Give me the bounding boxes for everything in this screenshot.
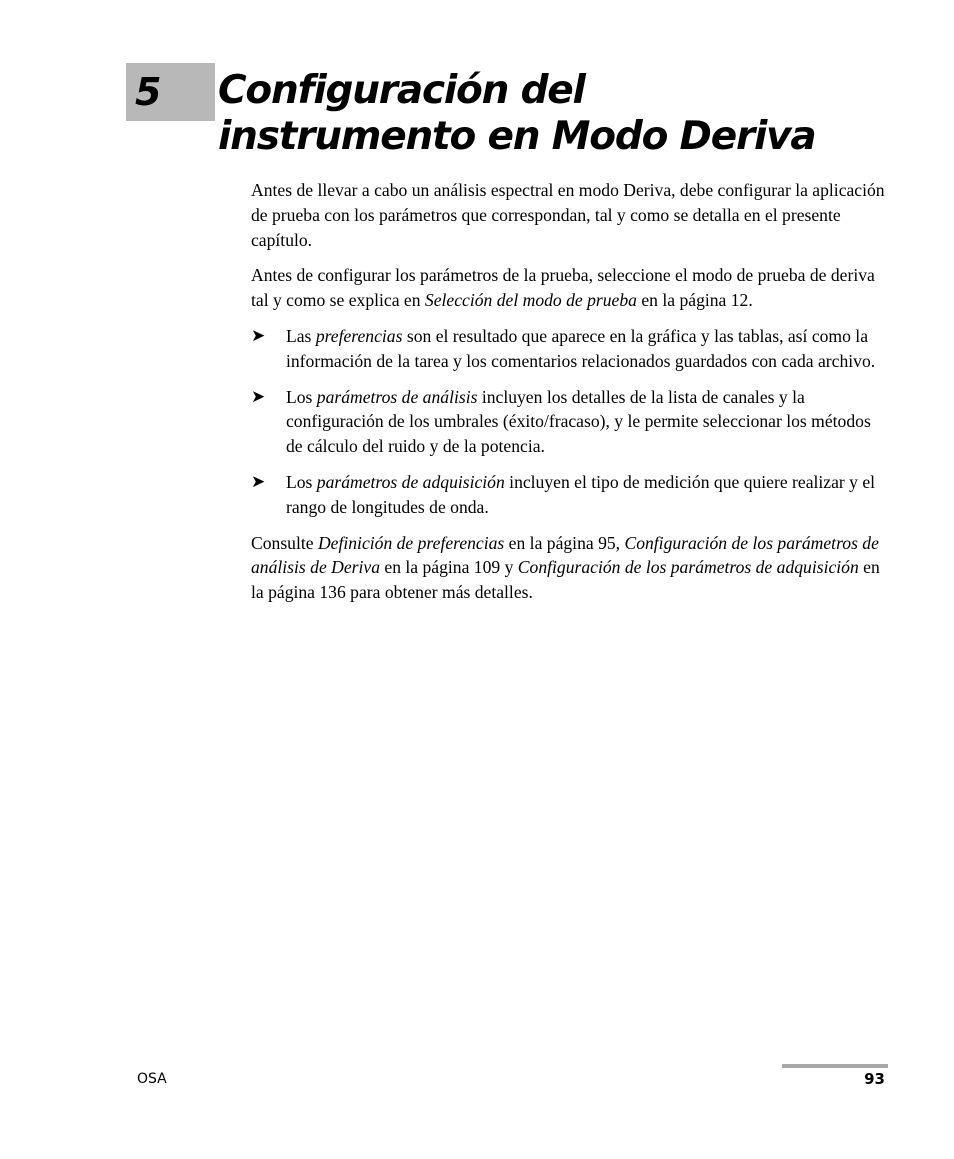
list-item-acquisition-parameters [251, 470, 891, 520]
intro-paragraph-2-text: Antes de configurar los parámetros de la prueba, seleccione el modo de prueba de deriva tal y como se explica en [251, 265, 875, 311]
intro-paragraph-1: Antes de llevar a cabo un análisis espectral en modo Deriva, debe configurar la aplicación de prueba con los parámetros que correspondan, tal y como se detalla en el presente capítulo. [251, 180, 885, 250]
chapter-body [251, 178, 891, 616]
bullet-text-before: Los [286, 471, 317, 492]
bullet-text-before: Los [286, 386, 317, 407]
chapter-title-line-2: instrumento en Modo Deriva [218, 114, 816, 159]
bullet-text-after: son el resultado que aparece en la gráfica y las tablas, así como la información de la tarea y los comentarios relacionados guardados con cada archivo. [286, 325, 876, 371]
bullet-text-after: incluyen el tipo de medición que quiere realizar y el rango de longitudes de onda. [286, 471, 876, 517]
closing-text-2: en la página 95, [504, 532, 625, 553]
list-item-preferences [251, 324, 891, 374]
arrow-bullet-icon: ➤ [251, 386, 266, 407]
list-item-analysis-parameters [251, 385, 891, 459]
preferences-reference[interactable]: Definición de preferencias [317, 532, 505, 553]
arrow-bullet-icon: ➤ [251, 471, 266, 492]
footer-product-name: OSA [137, 1071, 167, 1087]
footer-divider [782, 1064, 888, 1068]
mode-selection-reference[interactable]: Selección del modo de prueba [424, 290, 637, 311]
bullet-text-after: incluyen los detalles de la lista de canales y la configuración de los umbrales (éxito/fracaso), y le permite seleccionar los métodos de cálculo del ruido y de la potencia. [286, 386, 871, 457]
closing-paragraph [251, 531, 891, 605]
chapter-title [218, 68, 918, 160]
page-number: 93 [864, 1070, 885, 1088]
acquisition-config-reference[interactable]: Configuración de los parámetros de adquisición [517, 557, 859, 578]
chapter-title-line-1: Configuración del [218, 68, 585, 113]
closing-text-1: Consulte [251, 532, 318, 553]
arrow-bullet-icon: ➤ [251, 325, 266, 346]
closing-text-4: en la página 136 para obtener más detalles. [251, 557, 880, 603]
chapter-number-box [126, 63, 215, 121]
parameter-list [251, 324, 891, 520]
bullet-term: preferencias [315, 325, 403, 346]
intro-paragraph-2-page: en la página 12. [636, 290, 753, 311]
intro-paragraph-2 [251, 263, 891, 313]
analysis-config-reference[interactable]: Configuración de los parámetros de análisis de Deriva [251, 532, 879, 578]
bullet-term: parámetros de análisis [316, 386, 478, 407]
bullet-text-before: Las [286, 325, 316, 346]
closing-text-3: en la página 109 y [380, 557, 518, 578]
chapter-number: 5 [135, 70, 162, 114]
bullet-term: parámetros de adquisición [316, 471, 505, 492]
